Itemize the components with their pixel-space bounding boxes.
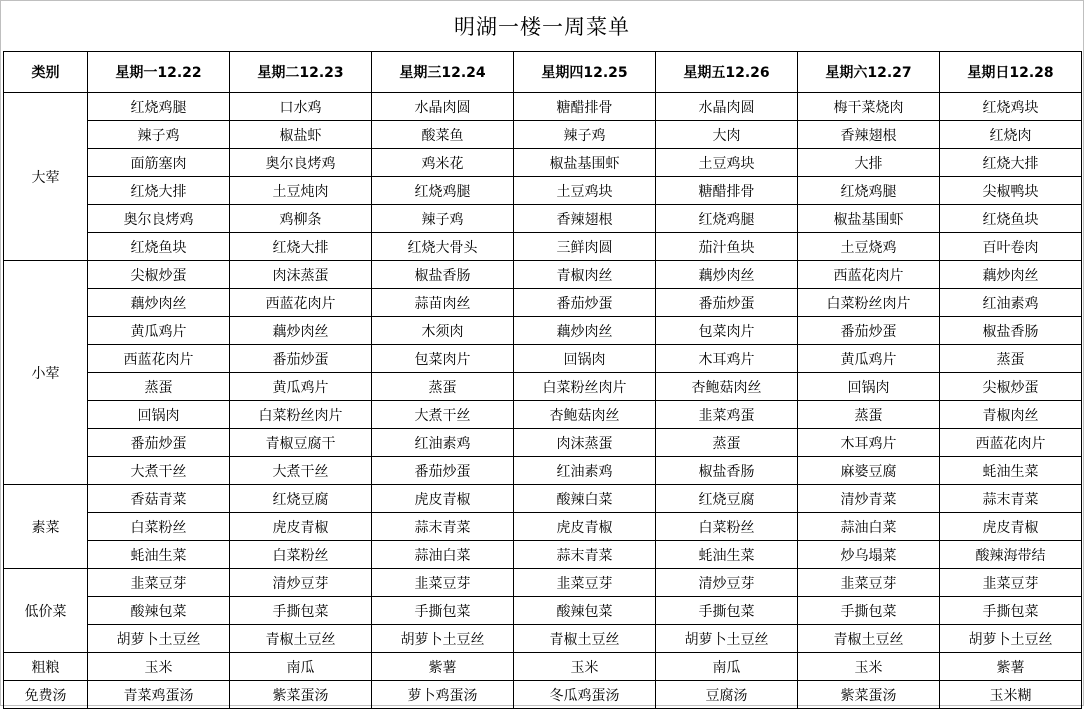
dish-cell: 鸡米花 (372, 149, 514, 177)
dish-cell: 胡萝卜土豆丝 (372, 625, 514, 653)
table-row (4, 177, 1082, 205)
table-row (4, 653, 1082, 681)
dish-cell: 玉米 (88, 653, 230, 681)
dish-cell: 虎皮青椒 (230, 513, 372, 541)
dish-cell: 椒盐基围虾 (514, 149, 656, 177)
dish-cell: 白菜粉丝肉片 (514, 373, 656, 401)
title-row (1, 1, 1083, 51)
header-day-sat: 星期六12.27 (798, 52, 940, 93)
dish-cell: 西蓝花肉片 (230, 289, 372, 317)
dish-cell: 奥尔良烤鸡 (88, 205, 230, 233)
dish-cell: 椒盐香肠 (656, 457, 798, 485)
category-cell: 素菜 (4, 485, 88, 569)
dish-cell: 番茄炒蛋 (656, 289, 798, 317)
table-row (4, 317, 1082, 345)
table-row (4, 93, 1082, 121)
dish-cell: 红烧肉 (940, 121, 1082, 149)
dish-cell: 糖醋排骨 (514, 93, 656, 121)
table-row (4, 485, 1082, 513)
dish-cell: 肉沫蒸蛋 (514, 429, 656, 457)
table-row (4, 429, 1082, 457)
dish-cell: 玉米 (798, 653, 940, 681)
dish-cell: 藕炒肉丝 (940, 261, 1082, 289)
dish-cell: 蒜油白菜 (372, 541, 514, 569)
dish-cell: 红烧鱼块 (940, 205, 1082, 233)
dish-cell: 蒸蛋 (798, 401, 940, 429)
dish-cell: 木耳鸡片 (656, 345, 798, 373)
dish-cell: 清炒青菜 (798, 485, 940, 513)
table-row (4, 401, 1082, 429)
dish-cell: 红烧豆腐 (656, 485, 798, 513)
dish-cell: 酸辣包菜 (514, 597, 656, 625)
table-row (4, 233, 1082, 261)
dish-cell: 椒盐香肠 (940, 317, 1082, 345)
header-day-tue: 星期二12.23 (230, 52, 372, 93)
dish-cell: 白菜粉丝肉片 (230, 401, 372, 429)
dish-cell: 百叶卷肉 (940, 233, 1082, 261)
table-row (4, 569, 1082, 597)
dish-cell: 番茄炒蛋 (230, 345, 372, 373)
dish-cell: 蚝油生菜 (940, 457, 1082, 485)
dish-cell: 手撕包菜 (230, 597, 372, 625)
dish-cell: 白菜粉丝 (656, 513, 798, 541)
category-cell: 免费汤 (4, 681, 88, 709)
dish-cell: 青椒土豆丝 (798, 625, 940, 653)
dish-cell: 红烧大排 (940, 149, 1082, 177)
category-cell: 小荤 (4, 261, 88, 485)
table-row (4, 289, 1082, 317)
dish-cell: 青菜鸡蛋汤 (88, 681, 230, 709)
dish-cell: 黄瓜鸡片 (230, 373, 372, 401)
category-cell: 粗粮 (4, 653, 88, 681)
dish-cell: 韭菜豆芽 (514, 569, 656, 597)
dish-cell: 红烧大排 (88, 177, 230, 205)
dish-cell: 红烧鸡块 (940, 93, 1082, 121)
dish-cell: 大肉 (656, 121, 798, 149)
dish-cell: 蒜苗肉丝 (372, 289, 514, 317)
dish-cell: 香辣翅根 (514, 205, 656, 233)
dish-cell: 水晶肉圆 (656, 93, 798, 121)
dish-cell: 清炒豆芽 (656, 569, 798, 597)
dish-cell: 辣子鸡 (514, 121, 656, 149)
dish-cell: 木耳鸡片 (798, 429, 940, 457)
dish-cell: 蒜末青菜 (940, 485, 1082, 513)
dish-cell: 红烧鸡腿 (656, 205, 798, 233)
dish-cell: 杏鲍菇肉丝 (656, 373, 798, 401)
header-category: 类别 (4, 52, 88, 93)
dish-cell: 麻婆豆腐 (798, 457, 940, 485)
dish-cell: 炒乌塌菜 (798, 541, 940, 569)
dish-cell: 西蓝花肉片 (798, 261, 940, 289)
dish-cell: 藕炒肉丝 (88, 289, 230, 317)
dish-cell: 面筋塞肉 (88, 149, 230, 177)
dish-cell: 回锅肉 (514, 345, 656, 373)
dish-cell: 口水鸡 (230, 93, 372, 121)
table-row (4, 625, 1082, 653)
dish-cell: 西蓝花肉片 (940, 429, 1082, 457)
dish-cell: 水晶肉圆 (372, 93, 514, 121)
dish-cell: 紫菜蛋汤 (798, 681, 940, 709)
dish-cell: 西蓝花肉片 (88, 345, 230, 373)
dish-cell: 酸辣海带结 (940, 541, 1082, 569)
dish-cell: 萝卜鸡蛋汤 (372, 681, 514, 709)
dish-cell: 鸡柳条 (230, 205, 372, 233)
header-day-sun: 星期日12.28 (940, 52, 1082, 93)
dish-cell: 蒜油白菜 (798, 513, 940, 541)
dish-cell: 红油素鸡 (514, 457, 656, 485)
table-row (4, 513, 1082, 541)
dish-cell: 辣子鸡 (372, 205, 514, 233)
dish-cell: 虎皮青椒 (514, 513, 656, 541)
dish-cell: 藕炒肉丝 (656, 261, 798, 289)
dish-cell: 韭菜豆芽 (88, 569, 230, 597)
header-day-wed: 星期三12.24 (372, 52, 514, 93)
dish-cell: 韭菜鸡蛋 (656, 401, 798, 429)
dish-cell: 青椒豆腐干 (230, 429, 372, 457)
dish-cell: 酸辣白菜 (514, 485, 656, 513)
dish-cell: 胡萝卜土豆丝 (88, 625, 230, 653)
dish-cell: 蚝油生菜 (88, 541, 230, 569)
dish-cell: 红烧鱼块 (88, 233, 230, 261)
dish-cell: 奥尔良烤鸡 (230, 149, 372, 177)
dish-cell: 椒盐基围虾 (798, 205, 940, 233)
dish-cell: 椒盐香肠 (372, 261, 514, 289)
dish-cell: 大煮干丝 (372, 401, 514, 429)
dish-cell: 玉米 (514, 653, 656, 681)
dish-cell: 韭菜豆芽 (940, 569, 1082, 597)
dish-cell: 茄汁鱼块 (656, 233, 798, 261)
dish-cell: 尖椒炒蛋 (88, 261, 230, 289)
dish-cell: 黄瓜鸡片 (798, 345, 940, 373)
dish-cell: 手撕包菜 (656, 597, 798, 625)
dish-cell: 椒盐虾 (230, 121, 372, 149)
dish-cell: 番茄炒蛋 (372, 457, 514, 485)
dish-cell: 土豆炖肉 (230, 177, 372, 205)
table-row (4, 541, 1082, 569)
dish-cell: 胡萝卜土豆丝 (656, 625, 798, 653)
category-cell: 大荤 (4, 93, 88, 261)
dish-cell: 土豆烧鸡 (798, 233, 940, 261)
dish-cell: 大煮干丝 (88, 457, 230, 485)
dish-cell: 红烧鸡腿 (372, 177, 514, 205)
dish-cell: 红烧鸡腿 (88, 93, 230, 121)
dish-cell: 番茄炒蛋 (88, 429, 230, 457)
dish-cell: 红油素鸡 (940, 289, 1082, 317)
dish-cell: 紫薯 (372, 653, 514, 681)
dish-cell: 蒸蛋 (656, 429, 798, 457)
dish-cell: 红烧鸡腿 (798, 177, 940, 205)
dish-cell: 青椒土豆丝 (514, 625, 656, 653)
dish-cell: 香辣翅根 (798, 121, 940, 149)
dish-cell: 虎皮青椒 (940, 513, 1082, 541)
dish-cell: 紫菜蛋汤 (230, 681, 372, 709)
dish-cell: 回锅肉 (798, 373, 940, 401)
category-cell: 低价菜 (4, 569, 88, 653)
dish-cell: 红烧大骨头 (372, 233, 514, 261)
table-row (4, 373, 1082, 401)
header-day-fri: 星期五12.26 (656, 52, 798, 93)
dish-cell: 肉沫蒸蛋 (230, 261, 372, 289)
weekly-menu-table (3, 51, 1082, 709)
dish-cell: 青椒肉丝 (940, 401, 1082, 429)
table-row (4, 261, 1082, 289)
dish-cell: 土豆鸡块 (514, 177, 656, 205)
dish-cell: 白菜粉丝 (230, 541, 372, 569)
dish-cell: 大煮干丝 (230, 457, 372, 485)
dish-cell: 梅干菜烧肉 (798, 93, 940, 121)
dish-cell: 藕炒肉丝 (230, 317, 372, 345)
dish-cell: 包菜肉片 (656, 317, 798, 345)
dish-cell: 蒸蛋 (940, 345, 1082, 373)
dish-cell: 杏鲍菇肉丝 (514, 401, 656, 429)
dish-cell: 三鲜肉圆 (514, 233, 656, 261)
table-row (4, 345, 1082, 373)
dish-cell: 尖椒鸭块 (940, 177, 1082, 205)
dish-cell: 手撕包菜 (940, 597, 1082, 625)
dish-cell: 手撕包菜 (372, 597, 514, 625)
dish-cell: 红油素鸡 (372, 429, 514, 457)
dish-cell: 胡萝卜土豆丝 (940, 625, 1082, 653)
table-row (4, 205, 1082, 233)
table-row (4, 681, 1082, 709)
dish-cell: 紫薯 (940, 653, 1082, 681)
dish-cell: 韭菜豆芽 (798, 569, 940, 597)
dish-cell: 清炒豆芽 (230, 569, 372, 597)
dish-cell: 白菜粉丝 (88, 513, 230, 541)
dish-cell: 辣子鸡 (88, 121, 230, 149)
header-row (4, 52, 1082, 93)
header-day-mon: 星期一12.22 (88, 52, 230, 93)
dish-cell: 酸菜鱼 (372, 121, 514, 149)
dish-cell: 大排 (798, 149, 940, 177)
dish-cell: 蒜末青菜 (372, 513, 514, 541)
dish-cell: 蒜末青菜 (514, 541, 656, 569)
dish-cell: 黄瓜鸡片 (88, 317, 230, 345)
dish-cell: 土豆鸡块 (656, 149, 798, 177)
dish-cell: 手撕包菜 (798, 597, 940, 625)
dish-cell: 青椒肉丝 (514, 261, 656, 289)
dish-cell: 糖醋排骨 (656, 177, 798, 205)
dish-cell: 回锅肉 (88, 401, 230, 429)
dish-cell: 青椒土豆丝 (230, 625, 372, 653)
dish-cell: 玉米糊 (940, 681, 1082, 709)
dish-cell: 南瓜 (656, 653, 798, 681)
dish-cell: 红烧大排 (230, 233, 372, 261)
dish-cell: 蒸蛋 (88, 373, 230, 401)
dish-cell: 红烧豆腐 (230, 485, 372, 513)
table-row (4, 597, 1082, 625)
dish-cell: 韭菜豆芽 (372, 569, 514, 597)
dish-cell: 尖椒炒蛋 (940, 373, 1082, 401)
table-row (4, 149, 1082, 177)
dish-cell: 香菇青菜 (88, 485, 230, 513)
dish-cell: 番茄炒蛋 (514, 289, 656, 317)
dish-cell: 冬瓜鸡蛋汤 (514, 681, 656, 709)
dish-cell: 藕炒肉丝 (514, 317, 656, 345)
dish-cell: 番茄炒蛋 (798, 317, 940, 345)
dish-cell: 包菜肉片 (372, 345, 514, 373)
dish-cell: 蒸蛋 (372, 373, 514, 401)
menu-body (4, 93, 1082, 709)
dish-cell: 蚝油生菜 (656, 541, 798, 569)
table-row (4, 121, 1082, 149)
dish-cell: 酸辣包菜 (88, 597, 230, 625)
dish-cell: 豆腐汤 (656, 681, 798, 709)
dish-cell: 白菜粉丝肉片 (798, 289, 940, 317)
dish-cell: 南瓜 (230, 653, 372, 681)
dish-cell: 木须肉 (372, 317, 514, 345)
table-row (4, 457, 1082, 485)
header-day-thu: 星期四12.25 (514, 52, 656, 93)
page-title: 明湖一楼一周菜单 (454, 15, 630, 39)
dish-cell: 虎皮青椒 (372, 485, 514, 513)
